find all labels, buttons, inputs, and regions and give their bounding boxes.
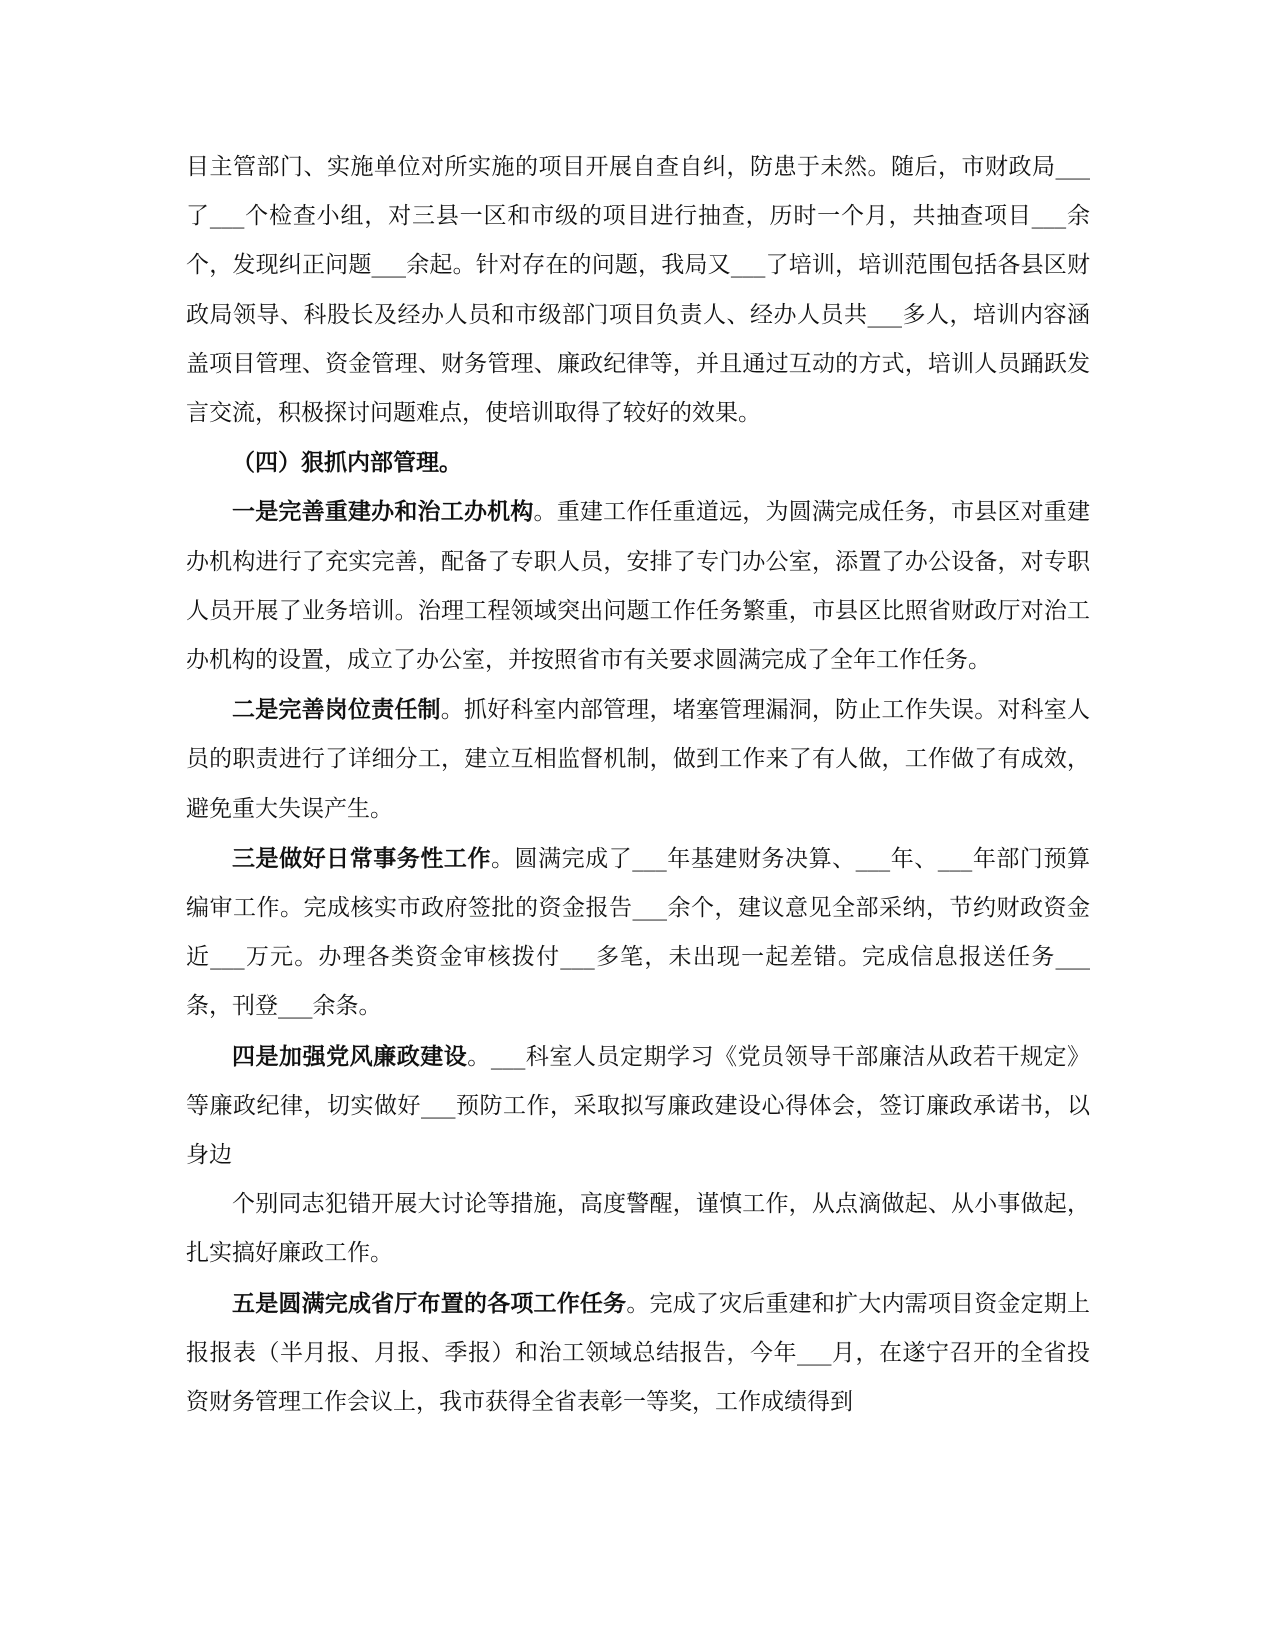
document-page — [186, 143, 1090, 1427]
paragraph-text: 目主管部门、实施单位对所实施的项目开展自查自纠，防患于未然。随后，市财政局___了___个检查小组，对三县一区和市级的项目进行抽查，历时一个月，共抽查项目___余个，发现纠正问题___余起。针对存在的问题，我局又___了培训，培训范围包括各县区财政局领导、科股长及经办人员和市级部门项目负责人、经办人员共___多人，培训内容涵盖项目管理、资金管理、财务管理、廉政纪律等，并且通过互动的方式，培训人员踊跃发言交流，积极探讨问题难点，使培训取得了较好的效果。 — [186, 154, 1090, 427]
paragraph-integrity — [186, 1032, 1090, 1181]
paragraph-lead: 三是做好日常事务性工作 — [232, 844, 491, 872]
paragraph-lead: 二是完善岗位责任制 — [232, 696, 441, 724]
paragraph-text: 。___科室人员定期学习《党员领导干部廉洁从政若干规定》等廉政纪律，切实做好___预防工作，采取拟写廉政建设心得体会，签订廉政承诺书，以身边 — [186, 1043, 1091, 1169]
paragraph-lead: 四是加强党风廉政建设 — [232, 1042, 468, 1070]
paragraph-text: 。完成了灾后重建和扩大内需项目资金定期上报报表（半月报、月报、季报）和治工领域总结报告，今年___月，在遂宁召开的全省投资财务管理工作会议上，我市获得全省表彰一等奖，工作成绩得到 — [186, 1290, 1091, 1416]
paragraph-integrity-continued — [186, 1180, 1090, 1278]
paragraph-provincial-tasks — [186, 1279, 1090, 1428]
paragraph-institutions — [186, 487, 1090, 685]
paragraph-responsibility — [186, 685, 1090, 834]
paragraph-training-inspection — [186, 143, 1090, 438]
paragraph-lead: 一是完善重建办和治工办机构 — [232, 498, 534, 526]
paragraph-text: 个别同志犯错开展大讨论等措施，高度警醒，谨慎工作，从点滴做起、从小事做起，扎实搞好廉政工作。 — [186, 1191, 1090, 1267]
section-heading-internal-management — [186, 438, 1090, 487]
paragraph-lead: 五是圆满完成省厅布置的各项工作任务 — [232, 1289, 627, 1317]
section-heading-text: （四）狠抓内部管理。 — [232, 449, 462, 477]
paragraph-text: 。圆满完成了___年基建财务决算、___年、___年部门预算编审工作。完成核实市政府签批的资金报告___余个，建议意见全部采纳，节约财政资金近___万元。办理各类资金审核拨付___多笔，未出现一起差错。完成信息报送任务___条，刊登___余条。 — [186, 845, 1091, 1020]
paragraph-daily-work — [186, 834, 1090, 1032]
paragraph-text: 。抓好科室内部管理，堵塞管理漏洞，防止工作失误。对科室人员的职责进行了详细分工，建立互相监督机制，做到工作来了有人做，工作做了有成效，避免重大失误产生。 — [186, 697, 1090, 822]
paragraph-text: 。重建工作任重道远，为圆满完成任务，市县区对重建办机构进行了充实完善，配备了专职人员，安排了专门办公室，添置了办公设备，对专职人员开展了业务培训。治理工程领域突出问题工作任务繁重，市县区比照省财政厅对治工办机构的设置，成立了办公室，并按照省市有关要求圆满完成了全年工作任务。 — [186, 499, 1091, 674]
